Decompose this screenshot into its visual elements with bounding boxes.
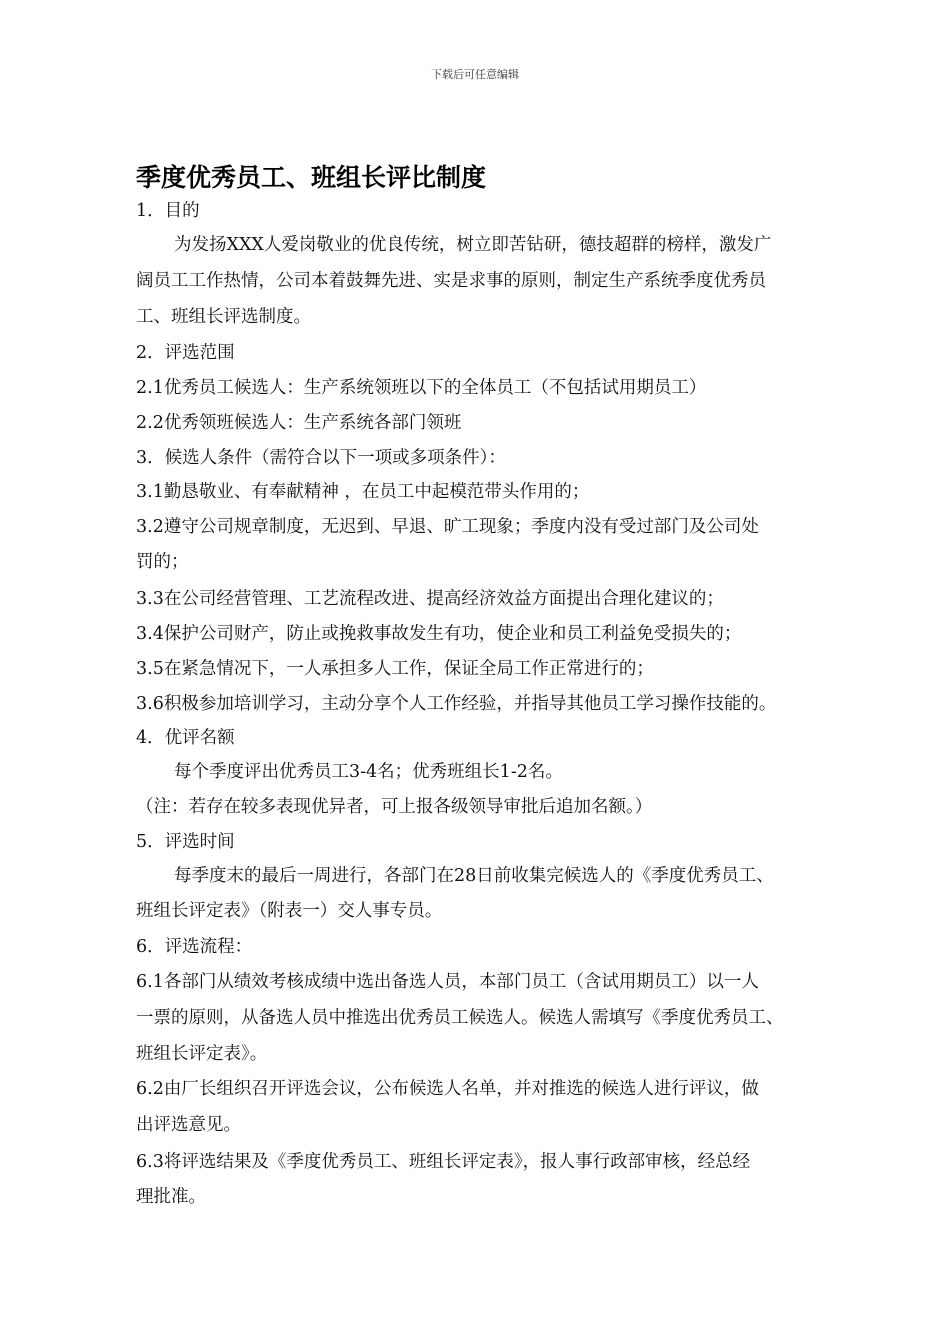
- list-item: 3.4保护公司财产，防止或挽救事故发生有功，使企业和员工利益免受损失的；: [136, 624, 742, 644]
- paragraph-line: 为发扬XXX人爱岗敬业的优良传统，树立即苦钻研，德技超群的榜样，激发广: [174, 235, 772, 255]
- paragraph-line: 每季度末的最后一周进行，各部门在28日前收集完候选人的《季度优秀员工、: [174, 866, 774, 886]
- section-heading-conditions: 3．候选人条件（需符合以下一项或多项条件）：: [136, 448, 506, 468]
- paragraph-line: 班组长评定表》（附表一）交人事专员。: [136, 901, 443, 921]
- paragraph-line: 每个季度评出优秀员工3-4名；优秀班组长1-2名。: [174, 762, 563, 782]
- list-item: 3.3在公司经营管理、工艺流程改进、提高经济效益方面提出合理化建议的；: [136, 589, 724, 609]
- paragraph-line: 工、班组长评选制度。: [136, 307, 311, 327]
- list-item-continued: 理批准。: [136, 1187, 206, 1207]
- page-header-note: 下载后可任意编辑: [431, 68, 519, 81]
- list-item-continued: 罚的；: [136, 552, 189, 572]
- section-heading-time: 5．评选时间: [136, 832, 235, 852]
- list-item: 3.5在紧急情况下，一人承担多人工作，保证全局工作正常进行的；: [136, 659, 654, 679]
- section-heading-scope: 2．评选范围: [136, 343, 235, 363]
- list-item: 2.2优秀领班候选人：生产系统各部门领班: [136, 413, 462, 433]
- section-heading-purpose: 1．目的: [136, 201, 200, 221]
- list-item: 6.3将评选结果及《季度优秀员工、班组长评定表》，报人事行政部审核，经总经: [136, 1152, 751, 1172]
- section-heading-quota: 4．优评名额: [136, 728, 235, 748]
- list-item: 2.1优秀员工候选人：生产系统领班以下的全体员工（不包括试用期员工）: [136, 378, 707, 398]
- note-line: （注：若存在较多表现优异者，可上报各级领导审批后追加名额。）: [136, 797, 653, 817]
- document-title: 季度优秀员工、班组长评比制度: [136, 163, 487, 192]
- list-item: 3.1勤恳敬业、有奉献精神 ，在员工中起模范带头作用的；: [136, 482, 590, 502]
- list-item-continued: 出评选意见。: [136, 1115, 241, 1135]
- list-item-continued: 班组长评定表》。: [136, 1044, 268, 1064]
- list-item: 3.6积极参加培训学习，主动分享个人工作经验，并指导其他员工学习操作技能的。: [136, 694, 777, 714]
- list-item-continued: 一票的原则，从备选人员中推选出优秀员工候选人。候选人需填写《季度优秀员工、: [136, 1008, 784, 1028]
- list-item: 3.2遵守公司规章制度，无迟到、早退、旷工现象；季度内没有受过部门及公司处: [136, 517, 759, 537]
- list-item: 6.1各部门从绩效考核成绩中选出备选人员，本部门员工（含试用期员工）以一人: [136, 972, 759, 992]
- list-item: 6.2由厂长组织召开评选会议，公布候选人名单，并对推选的候选人进行评议，做: [136, 1079, 759, 1099]
- section-heading-process: 6．评选流程：: [136, 937, 253, 957]
- paragraph-line: 阔员工工作热情，公司本着鼓舞先进、实是求事的原则，制定生产系统季度优秀员: [136, 271, 766, 291]
